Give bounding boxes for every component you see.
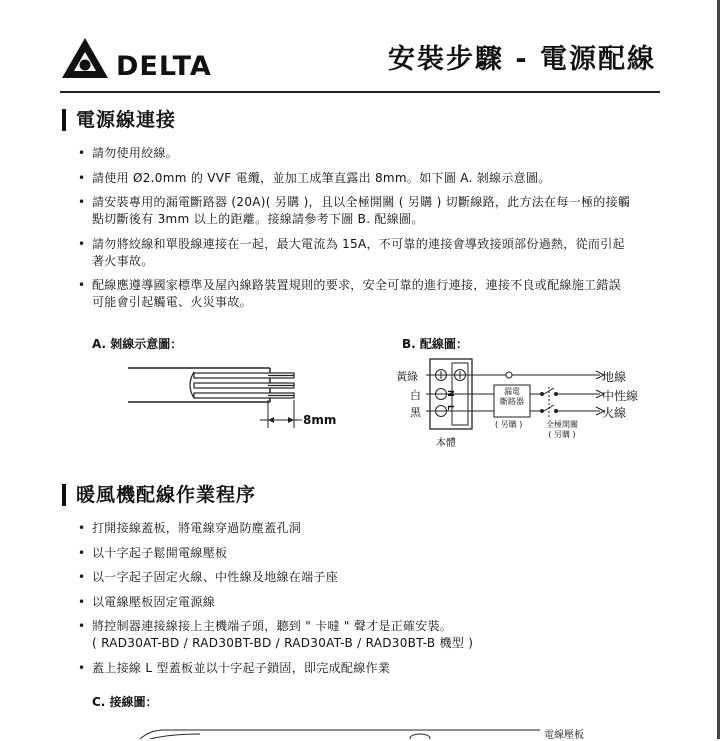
logo-wordmark: DELTA — [116, 51, 212, 82]
list-item-text-cont: 點切斷後有 3mm 以上的距離。接線請參考下圖 B. 配線圖。 — [92, 212, 424, 226]
list-item — [78, 170, 663, 187]
list-item — [78, 660, 663, 677]
wiring-procedure-list — [78, 520, 663, 684]
list-item — [78, 545, 663, 562]
list-item — [78, 594, 663, 611]
switch-label-line2: ( 另購 ) — [548, 430, 576, 439]
list-item — [78, 194, 663, 228]
list-item-text: 將控制器連接線接上主機端子頭，聽到 " 卡噠 " 聲才是正確安裝。 — [92, 619, 453, 633]
figure-c-label: C. 接線圖： — [92, 695, 158, 709]
list-item-text-cont: 可能會引起觸電、火災事故。 — [92, 295, 252, 309]
list-item-text-cont: 著火事故。 — [92, 253, 154, 268]
list-item — [78, 236, 663, 270]
list-item — [78, 520, 663, 537]
list-item-text: 以電線壓板固定電源線 — [92, 594, 216, 609]
wire-label-black: 黑 — [410, 406, 421, 419]
list-item — [78, 277, 663, 311]
list-item-text: 以十字起子鬆開電線壓板 — [92, 545, 228, 560]
switch-label — [540, 420, 584, 440]
breaker-note: ( 另購 ) — [495, 420, 523, 429]
breaker-label-line1: 漏電 — [504, 387, 520, 396]
output-neutral-label: 中性線 — [602, 389, 639, 403]
strip-length-dimension: 8mm — [303, 413, 337, 427]
section-title-wiring-procedure: 暖風機配線作業程序 — [62, 484, 256, 506]
connection-diagram-partial — [120, 722, 570, 739]
terminal-label-n: N — [446, 390, 455, 397]
terminal-label-l: L — [446, 405, 455, 411]
list-item-text: 以一字起子固定火線、中性線及地線在端子座 — [92, 570, 339, 584]
list-item-text: 請勿將絞線和單股線連接在一起，最大電流為 15A，不可靠的連接會導致接頭部份過熱，從而引起 — [92, 236, 625, 251]
figure-b-label: B. 配線圖： — [402, 337, 468, 351]
wire-label-white: 白 — [410, 389, 421, 402]
wire-label-yellow-green: 黃綠 — [396, 370, 418, 383]
figure-a-label: A. 剝線示意圖： — [92, 337, 183, 351]
list-item — [78, 618, 663, 652]
section-title-power-connection: 電源線連接 — [62, 109, 176, 131]
header-divider — [60, 91, 660, 93]
power-connection-list — [78, 145, 663, 319]
list-item — [78, 569, 663, 586]
list-item-text-cont: ( RAD30AT-BD / RAD30BT-BD / RAD30AT-B / RAD30BT-B 機型 ) — [92, 636, 474, 650]
page-title: 安裝步驟 - 電源配線 — [387, 44, 656, 75]
list-item-text: 配線應遵導國家標準及屋內線路裝置規則的要求，安全可靠的進行連接，連接不良或配線施工錯誤 — [92, 278, 621, 292]
switch-label-line1: 全極開關 — [546, 420, 578, 429]
list-item-text: 請使用 Ø2.0mm 的 VVF 電纜，並加工成筆直露出 8mm。如下圖 A. 剝線示意圖。 — [92, 170, 551, 185]
callout-wire-clamp: 電線壓板 — [544, 730, 584, 741]
list-item — [78, 145, 663, 162]
breaker-label — [494, 387, 530, 407]
unit-body-label: 本體 — [436, 438, 456, 449]
list-item-text: 請勿使用絞線。 — [92, 146, 179, 160]
list-item-text: 打開接線蓋板，將電線穿過防塵蓋孔洞 — [92, 521, 302, 535]
output-ground-label: 地線 — [602, 370, 627, 384]
list-item-text: 蓋上接線 L 型蓋板並以十字起子鎖固，即完成配線作業 — [92, 660, 391, 675]
breaker-label-line2: 斷路器 — [500, 397, 524, 406]
list-item-text: 請安裝專用的漏電斷路器 (20A)( 另購 )，且以全極開關 ( 另購 ) 切斷線路，此方法在每一極的接觸 — [92, 195, 631, 209]
output-live-label: 火線 — [602, 406, 627, 420]
